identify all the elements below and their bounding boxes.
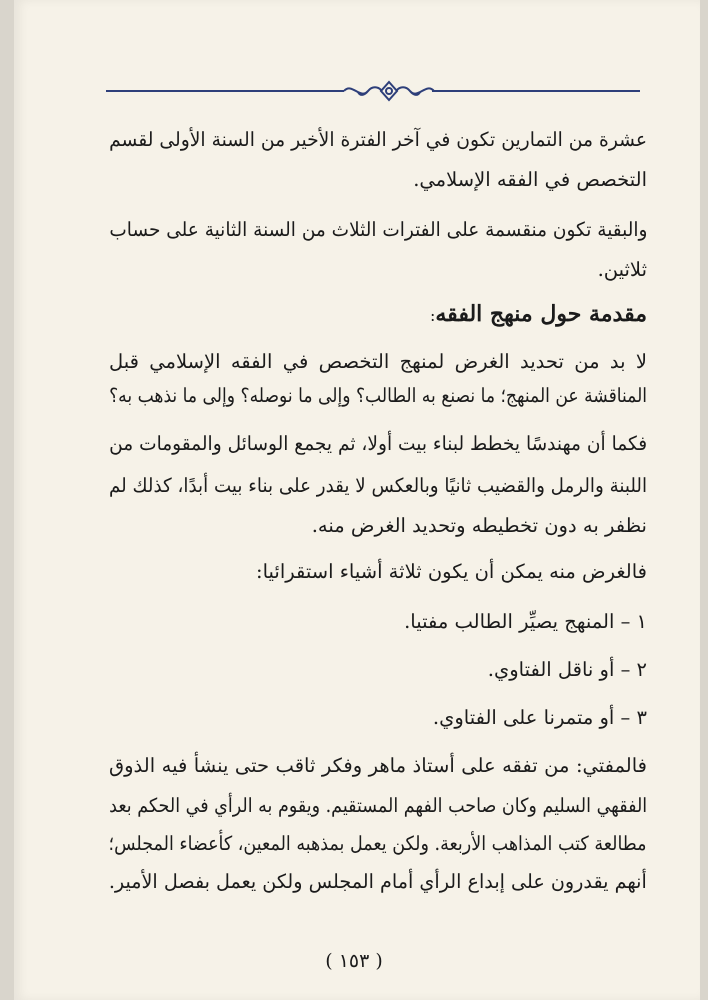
- text-line: لا بد من تحديد الغرض لمنهج التخصص في الفقه الإسلامي قبل: [109, 350, 647, 373]
- list-item: ٢ – أو ناقل الفتاوي.: [487, 658, 647, 681]
- section-heading-text: مقدمة حول منهج الفقه: [435, 301, 647, 327]
- page-number: ( ١٥٣ ): [325, 950, 383, 972]
- text-line: نظفر به دون تخطيطه وتحديد الغرض منه.: [311, 514, 647, 537]
- header-rule-right: [432, 90, 640, 92]
- text-line: أنهم يقدرون على إبداع الرأي أمام المجلس ولكن يعمل بفصل الأمير.: [109, 870, 647, 893]
- list-item: ١ – المنهج يصيِّر الطالب مفتيا.: [404, 610, 647, 633]
- text-line: فالمفتي: من تفقه على أستاذ ماهر وفكر ثاقب حتى ينشأ فيه الذوق: [109, 754, 647, 777]
- text-line: والبقية تكون منقسمة على الفترات الثلاث من السنة الثانية على حساب: [109, 218, 647, 241]
- header-rule-left: [106, 90, 344, 92]
- text-line: الفقهي السليم وكان صاحب الفهم المستقيم. ويقوم به الرأي في الحكم بعد: [109, 794, 647, 817]
- text-line: ثلاثين.: [597, 258, 647, 281]
- text-line: فالغرض منه يمكن أن يكون ثلاثة أشياء استقرائيا:: [256, 560, 647, 583]
- text-line: مطالعة كتب المذاهب الأربعة. ولكن يعمل بمذهبه المعين، كأعضاء المجلس؛: [109, 832, 647, 855]
- list-item: ٣ – أو متمرنا على الفتاوي.: [432, 706, 647, 729]
- section-heading: [430, 298, 647, 332]
- text-line: اللبنة والرمل والقضيب ثانيًا وبالعكس لا يقدر على بناء بيت أبدًا، كذلك لم: [109, 474, 647, 497]
- text-line: فكما أن مهندسًا يخطط لبناء بيت أولا، ثم يجمع الوسائل والمقومات من: [109, 432, 647, 455]
- text-line: المناقشة عن المنهج؛ ما نصنع به الطالب؟ وإلى ما نوصله؟ وإلى ما نذهب به؟: [109, 384, 647, 407]
- section-heading-colon: :: [430, 306, 436, 325]
- text-line: التخصص في الفقه الإسلامي.: [413, 168, 647, 191]
- book-page: [14, 0, 700, 1000]
- floral-ornament-icon: [342, 78, 436, 104]
- text-line: عشرة من التمارين تكون في آخر الفترة الأخير من السنة الأولى لقسم: [109, 128, 647, 151]
